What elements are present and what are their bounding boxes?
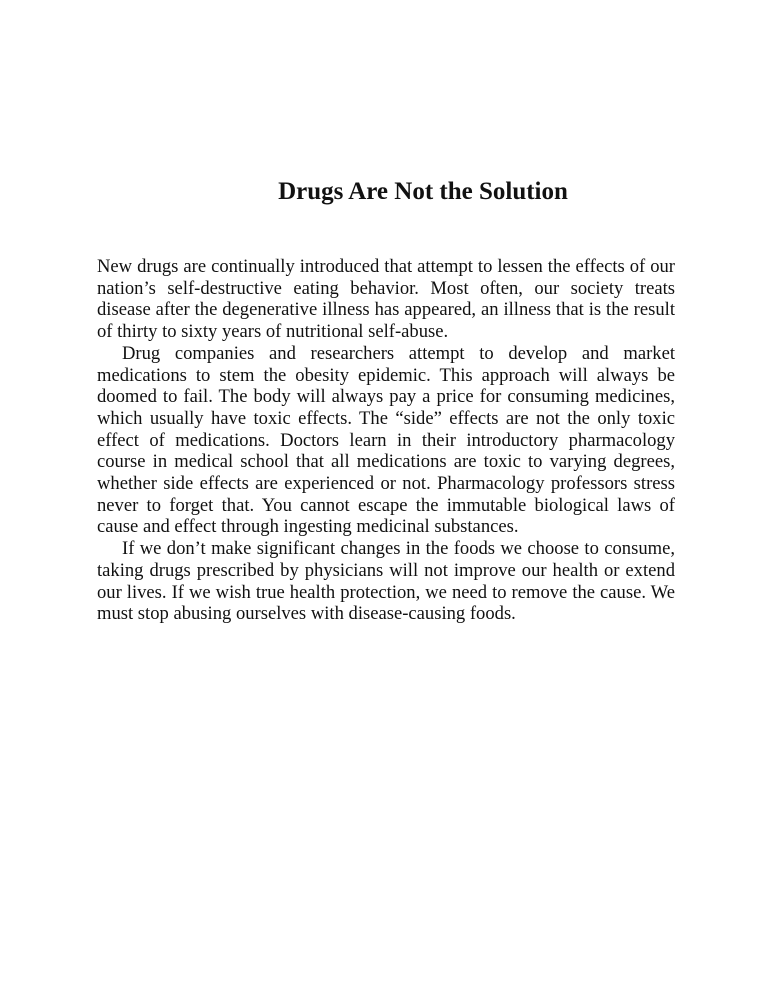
paragraph-3: If we don’t make significant changes in the foods we choose to consume, taking drugs prescribed by physicians will not improve our health or extend our lives. If we wish true health protection, we need to remove the cause. We must stop abusing ourselves with disease-causing foods. [97,538,675,625]
paragraph-2: Drug companies and researchers attempt to develop and market medications to stem the obesity epidemic. This approach will always be doomed to fail. The body will always pay a price for consuming medicines, which usually have toxic effects. The “side” effects are not the only toxic effect of medications. Doctors learn in their introductory pharmacology course in medical school that all medications are toxic to varying degrees, whether side effects are experienced or not. Pharmacology professors stress never to forget that. You cannot escape the immutable biological laws of cause and effect through ingesting medicinal substances. [97,342,675,538]
page-title: Drugs Are Not the Solution [278,178,568,205]
body-text [97,256,675,625]
paragraph-1: New drugs are continually introduced that attempt to lessen the effects of our nation’s self-destructive eating behavior. Most often, our society treats disease after the degenerative illness has appeared, an illness that is the result of thirty to sixty years of nutritional self-abuse. [97,256,675,343]
